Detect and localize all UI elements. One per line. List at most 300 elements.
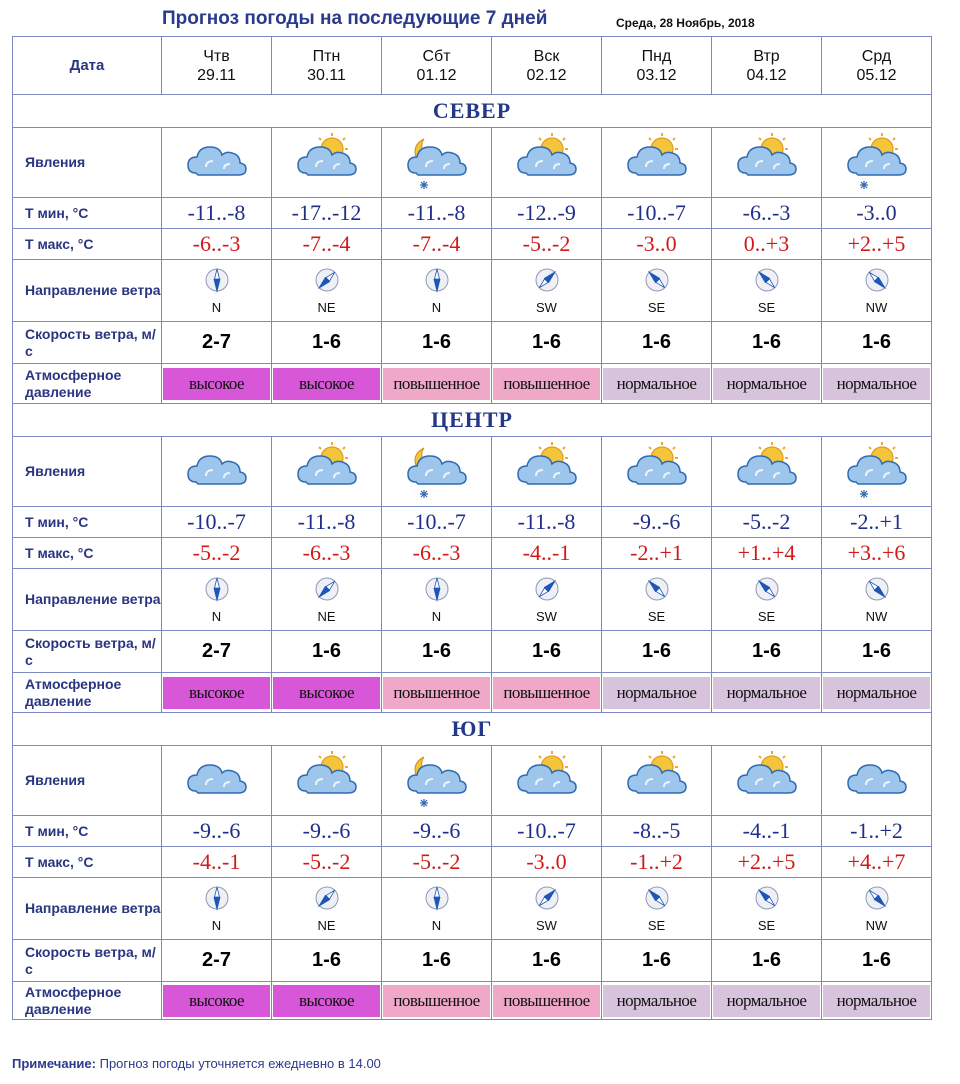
wind-direction-label: Направление ветра [13, 569, 162, 631]
wind-direction-cell [712, 569, 822, 631]
wind-direction-row [13, 569, 932, 631]
phenomena-cell [492, 437, 602, 507]
pressure-cell [602, 982, 712, 1020]
date-column-label: Дата [13, 37, 162, 95]
pressure-label: Атмосферное давление [13, 364, 162, 404]
day-of-week: Чтв [203, 47, 230, 65]
tmax-value: -4..-1 [162, 847, 272, 878]
tmin-value: -6..-3 [712, 198, 822, 229]
compass-arrow-icon [204, 575, 230, 608]
tmax-value: -5..-2 [272, 847, 382, 878]
wind-speed-value: 1-6 [492, 631, 602, 673]
wind-direction-code: N [211, 918, 222, 933]
wind-direction-code: SE [757, 609, 776, 624]
wind-speed-value: 1-6 [822, 940, 932, 982]
pressure-badge: нормальное [713, 368, 820, 400]
wind-direction [822, 575, 931, 624]
wind-speed-value: 1-6 [712, 631, 822, 673]
partly-cloudy-icon [292, 796, 362, 813]
wind-direction [272, 884, 381, 933]
compass-arrow-icon [864, 266, 890, 299]
day-date: 05.12 [856, 66, 897, 84]
tmax-value: -5..-2 [492, 229, 602, 260]
day-header [712, 37, 822, 95]
phenomena-cell [712, 128, 822, 198]
partly-cloudy-icon [512, 796, 582, 813]
tmin-label: Т мин, °С [13, 507, 162, 538]
wind-direction [602, 575, 711, 624]
phenomena-row [13, 437, 932, 507]
pressure-badge: нормальное [603, 985, 710, 1017]
pressure-cell [162, 982, 272, 1020]
wind-direction-row [13, 878, 932, 940]
tmax-value: -7..-4 [382, 229, 492, 260]
tmax-row [13, 847, 932, 878]
partly-cloudy-icon [732, 796, 802, 813]
wind-speed-value: 2-7 [162, 940, 272, 982]
wind-direction-code: NW [865, 609, 888, 624]
wind-speed-value: 1-6 [822, 631, 932, 673]
tmin-label: Т мин, °С [13, 816, 162, 847]
pressure-row [13, 982, 932, 1020]
pressure-cell [602, 364, 712, 404]
compass-arrow-icon [534, 884, 560, 917]
phenomena-cell [272, 437, 382, 507]
region-title: ЦЕНТР [13, 404, 932, 437]
wind-direction-cell [712, 260, 822, 322]
wind-direction-code: SE [757, 918, 776, 933]
night-snow-icon [402, 178, 472, 195]
pressure-badge: нормальное [603, 677, 710, 709]
pressure-badge: нормальное [823, 677, 930, 709]
tmin-label: Т мин, °С [13, 198, 162, 229]
tmax-label: Т макс, °С [13, 847, 162, 878]
wind-direction-code: NE [317, 918, 336, 933]
compass-arrow-icon [424, 884, 450, 917]
tmin-value: -10..-7 [492, 816, 602, 847]
phenomena-cell [602, 437, 712, 507]
phenomena-cell [602, 746, 712, 816]
pressure-badge: повышенное [493, 985, 600, 1017]
compass-arrow-icon [864, 884, 890, 917]
wind-direction-label: Направление ветра [13, 260, 162, 322]
wind-speed-value: 1-6 [712, 940, 822, 982]
wind-direction [822, 884, 931, 933]
tmax-value: +2..+5 [822, 229, 932, 260]
tmax-label: Т макс, °С [13, 229, 162, 260]
day-date: 29.11 [197, 66, 236, 84]
wind-direction-code: N [431, 300, 442, 315]
wind-speed-label: Скорость ветра, м/с [13, 940, 162, 982]
day-header [602, 37, 712, 95]
tmin-value: -12..-9 [492, 198, 602, 229]
region-title: ЮГ [13, 713, 932, 746]
cloudy-icon [182, 487, 252, 504]
tmin-value: -17..-12 [272, 198, 382, 229]
day-date: 30.11 [307, 66, 346, 84]
phenomena-cell [382, 437, 492, 507]
wind-direction-code: NW [865, 300, 888, 315]
wind-direction-cell [602, 260, 712, 322]
compass-arrow-icon [644, 884, 670, 917]
phenomena-label: Явления [13, 128, 162, 198]
pressure-badge: высокое [273, 677, 380, 709]
wind-direction-code: NE [317, 609, 336, 624]
wind-direction [162, 266, 271, 315]
wind-direction [492, 575, 601, 624]
wind-direction [602, 884, 711, 933]
tmin-value: -4..-1 [712, 816, 822, 847]
wind-speed-value: 1-6 [602, 631, 712, 673]
tmin-row [13, 198, 932, 229]
pressure-cell [382, 673, 492, 713]
day-of-week: Вск [533, 47, 560, 65]
wind-speed-label: Скорость ветра, м/с [13, 631, 162, 673]
pressure-cell [272, 982, 382, 1020]
wind-speed-value: 1-6 [492, 322, 602, 364]
partly-cloudy-icon [732, 487, 802, 504]
tmax-value: -7..-4 [272, 229, 382, 260]
pressure-cell [382, 982, 492, 1020]
phenomena-cell [162, 746, 272, 816]
wind-speed-value: 1-6 [382, 631, 492, 673]
phenomena-row [13, 746, 932, 816]
partly-cloudy-icon [292, 487, 362, 504]
pressure-row [13, 673, 932, 713]
pressure-cell [492, 982, 602, 1020]
pressure-badge: высокое [163, 368, 270, 400]
pressure-cell [492, 673, 602, 713]
tmin-value: -11..-8 [492, 507, 602, 538]
compass-arrow-icon [314, 575, 340, 608]
day-header [492, 37, 602, 95]
wind-speed-row [13, 322, 932, 364]
pressure-badge: повышенное [493, 677, 600, 709]
pressure-badge: высокое [163, 985, 270, 1017]
phenomena-cell [822, 128, 932, 198]
footnote [12, 1056, 381, 1071]
tmax-label: Т макс, °С [13, 538, 162, 569]
forecast-date: Среда, 28 Ноябрь, 2018 [616, 16, 755, 30]
wind-direction [822, 266, 931, 315]
tmax-value: -5..-2 [162, 538, 272, 569]
cloudy-icon [842, 796, 912, 813]
day-of-week: Птн [312, 47, 341, 65]
partly-cloudy-icon [512, 487, 582, 504]
pressure-badge: высокое [163, 677, 270, 709]
night-snow-icon [402, 796, 472, 813]
partly-cloudy-icon [512, 178, 582, 195]
wind-speed-value: 1-6 [602, 322, 712, 364]
wind-direction-cell [272, 260, 382, 322]
pressure-cell [712, 982, 822, 1020]
wind-speed-value: 1-6 [272, 322, 382, 364]
day-header [272, 37, 382, 95]
pressure-badge: высокое [273, 985, 380, 1017]
tmin-value: -11..-8 [272, 507, 382, 538]
wind-direction [492, 884, 601, 933]
pressure-cell [162, 673, 272, 713]
compass-arrow-icon [644, 575, 670, 608]
tmin-row [13, 507, 932, 538]
pressure-cell [712, 673, 822, 713]
wind-direction [712, 884, 821, 933]
partly-cloudy-snow-icon [842, 178, 912, 195]
wind-direction-cell [162, 878, 272, 940]
compass-arrow-icon [754, 575, 780, 608]
wind-direction [162, 575, 271, 624]
tmax-value: -6..-3 [382, 538, 492, 569]
partly-cloudy-icon [732, 178, 802, 195]
tmin-value: -10..-7 [382, 507, 492, 538]
days-header-row [13, 37, 932, 95]
tmax-value: +2..+5 [712, 847, 822, 878]
tmin-value: -10..-7 [602, 198, 712, 229]
pressure-badge: нормальное [713, 985, 820, 1017]
tmin-value: -9..-6 [162, 816, 272, 847]
wind-direction [382, 884, 491, 933]
compass-arrow-icon [754, 884, 780, 917]
tmin-value: -10..-7 [162, 507, 272, 538]
tmin-value: -1..+2 [822, 816, 932, 847]
compass-arrow-icon [314, 266, 340, 299]
phenomena-cell [382, 746, 492, 816]
wind-direction-code: SE [647, 609, 666, 624]
day-of-week: Сбт [422, 47, 451, 65]
day-date: 04.12 [746, 66, 787, 84]
pressure-cell [602, 673, 712, 713]
tmax-row [13, 229, 932, 260]
phenomena-cell [712, 746, 822, 816]
pressure-badge: нормальное [603, 368, 710, 400]
night-snow-icon [402, 487, 472, 504]
partly-cloudy-icon [622, 796, 692, 813]
compass-arrow-icon [424, 266, 450, 299]
wind-speed-row [13, 631, 932, 673]
day-date: 01.12 [416, 66, 457, 84]
wind-direction-cell [162, 569, 272, 631]
wind-speed-value: 1-6 [272, 631, 382, 673]
compass-arrow-icon [204, 266, 230, 299]
compass-arrow-icon [534, 575, 560, 608]
wind-direction-code: SE [757, 300, 776, 315]
tmin-value: -9..-6 [272, 816, 382, 847]
pressure-cell [382, 364, 492, 404]
tmin-row [13, 816, 932, 847]
tmax-value: +4..+7 [822, 847, 932, 878]
tmax-value: -4..-1 [492, 538, 602, 569]
pressure-badge: повышенное [493, 368, 600, 400]
compass-arrow-icon [424, 575, 450, 608]
wind-direction-cell [822, 569, 932, 631]
wind-direction [382, 575, 491, 624]
tmax-value: -5..-2 [382, 847, 492, 878]
pressure-row [13, 364, 932, 404]
tmin-value: -9..-6 [382, 816, 492, 847]
tmax-value: 0..+3 [712, 229, 822, 260]
compass-arrow-icon [754, 266, 780, 299]
compass-arrow-icon [534, 266, 560, 299]
pressure-cell [822, 982, 932, 1020]
partly-cloudy-icon [292, 178, 362, 195]
wind-direction-cell [602, 878, 712, 940]
pressure-cell [272, 673, 382, 713]
wind-direction-code: N [431, 918, 442, 933]
compass-arrow-icon [204, 884, 230, 917]
phenomena-cell [382, 128, 492, 198]
wind-direction-cell [382, 878, 492, 940]
pressure-label: Атмосферное давление [13, 982, 162, 1020]
phenomena-cell [162, 128, 272, 198]
wind-speed-row [13, 940, 932, 982]
phenomena-label: Явления [13, 746, 162, 816]
pressure-badge: повышенное [383, 985, 490, 1017]
tmax-value: +1..+4 [712, 538, 822, 569]
partly-cloudy-icon [622, 487, 692, 504]
wind-direction [162, 884, 271, 933]
phenomena-cell [712, 437, 822, 507]
day-header [822, 37, 932, 95]
wind-direction-code: SW [536, 918, 557, 933]
tmin-value: -5..-2 [712, 507, 822, 538]
phenomena-cell [272, 746, 382, 816]
tmax-value: -2..+1 [602, 538, 712, 569]
tmax-value: -3..0 [602, 229, 712, 260]
wind-direction-label: Направление ветра [13, 878, 162, 940]
phenomena-cell [602, 128, 712, 198]
wind-direction-cell [272, 569, 382, 631]
day-header [162, 37, 272, 95]
wind-speed-value: 1-6 [382, 322, 492, 364]
partly-cloudy-icon [622, 178, 692, 195]
wind-speed-label: Скорость ветра, м/с [13, 322, 162, 364]
tmin-value: -11..-8 [382, 198, 492, 229]
tmax-row [13, 538, 932, 569]
wind-direction-code: N [211, 300, 222, 315]
compass-arrow-icon [314, 884, 340, 917]
phenomena-label: Явления [13, 437, 162, 507]
day-of-week: Втр [753, 47, 780, 65]
day-date: 03.12 [636, 66, 677, 84]
phenomena-cell [162, 437, 272, 507]
wind-direction-code: SW [536, 609, 557, 624]
phenomena-row [13, 128, 932, 198]
phenomena-cell [492, 128, 602, 198]
wind-direction [272, 266, 381, 315]
wind-speed-value: 2-7 [162, 322, 272, 364]
tmax-value: -6..-3 [162, 229, 272, 260]
pressure-cell [822, 673, 932, 713]
cloudy-icon [182, 178, 252, 195]
footnote-text: Прогноз погоды уточняется ежедневно в 14.00 [99, 1056, 381, 1071]
pressure-badge: нормальное [713, 677, 820, 709]
pressure-cell [272, 364, 382, 404]
pressure-badge: высокое [273, 368, 380, 400]
pressure-cell [822, 364, 932, 404]
wind-direction-cell [492, 878, 602, 940]
tmin-value: -11..-8 [162, 198, 272, 229]
wind-speed-value: 1-6 [602, 940, 712, 982]
tmax-value: +3..+6 [822, 538, 932, 569]
day-header [382, 37, 492, 95]
page-header [0, 0, 960, 36]
page-title: Прогноз погоды на последующие 7 дней [162, 8, 548, 29]
wind-direction-cell [712, 878, 822, 940]
pressure-label: Атмосферное давление [13, 673, 162, 713]
wind-speed-value: 1-6 [822, 322, 932, 364]
wind-direction-cell [822, 878, 932, 940]
pressure-badge: нормальное [823, 368, 930, 400]
region-row [13, 404, 932, 437]
wind-direction-cell [602, 569, 712, 631]
wind-speed-value: 1-6 [272, 940, 382, 982]
wind-direction-code: SE [647, 918, 666, 933]
tmin-value: -8..-5 [602, 816, 712, 847]
wind-direction [712, 575, 821, 624]
compass-arrow-icon [864, 575, 890, 608]
wind-speed-value: 1-6 [382, 940, 492, 982]
wind-direction [382, 266, 491, 315]
wind-direction [712, 266, 821, 315]
wind-direction-code: SW [536, 300, 557, 315]
wind-direction-cell [162, 260, 272, 322]
day-of-week: Срд [861, 47, 892, 65]
phenomena-cell [272, 128, 382, 198]
wind-direction [492, 266, 601, 315]
wind-direction-code: NE [317, 300, 336, 315]
region-row [13, 713, 932, 746]
tmin-value: -3..0 [822, 198, 932, 229]
wind-direction-cell [492, 569, 602, 631]
phenomena-cell [492, 746, 602, 816]
wind-speed-value: 1-6 [492, 940, 602, 982]
cloudy-icon [182, 796, 252, 813]
wind-direction [602, 266, 711, 315]
pressure-badge: нормальное [823, 985, 930, 1017]
region-row [13, 95, 932, 128]
tmax-value: -1..+2 [602, 847, 712, 878]
partly-cloudy-snow-icon [842, 487, 912, 504]
forecast-table [12, 36, 932, 1020]
wind-speed-value: 2-7 [162, 631, 272, 673]
day-date: 02.12 [526, 66, 567, 84]
phenomena-cell [822, 437, 932, 507]
pressure-cell [712, 364, 822, 404]
day-of-week: Пнд [641, 47, 672, 65]
tmin-value: -2..+1 [822, 507, 932, 538]
pressure-cell [162, 364, 272, 404]
tmax-value: -6..-3 [272, 538, 382, 569]
pressure-cell [492, 364, 602, 404]
wind-direction-cell [822, 260, 932, 322]
wind-direction [272, 575, 381, 624]
compass-arrow-icon [644, 266, 670, 299]
footnote-label: Примечание: [12, 1056, 96, 1071]
phenomena-cell [822, 746, 932, 816]
wind-direction-cell [272, 878, 382, 940]
wind-direction-cell [382, 260, 492, 322]
wind-direction-row [13, 260, 932, 322]
wind-direction-code: N [431, 609, 442, 624]
tmin-value: -9..-6 [602, 507, 712, 538]
wind-direction-code: NW [865, 918, 888, 933]
wind-direction-cell [492, 260, 602, 322]
wind-direction-code: SE [647, 300, 666, 315]
wind-direction-cell [382, 569, 492, 631]
wind-direction-code: N [211, 609, 222, 624]
region-title: СЕВЕР [13, 95, 932, 128]
wind-speed-value: 1-6 [712, 322, 822, 364]
